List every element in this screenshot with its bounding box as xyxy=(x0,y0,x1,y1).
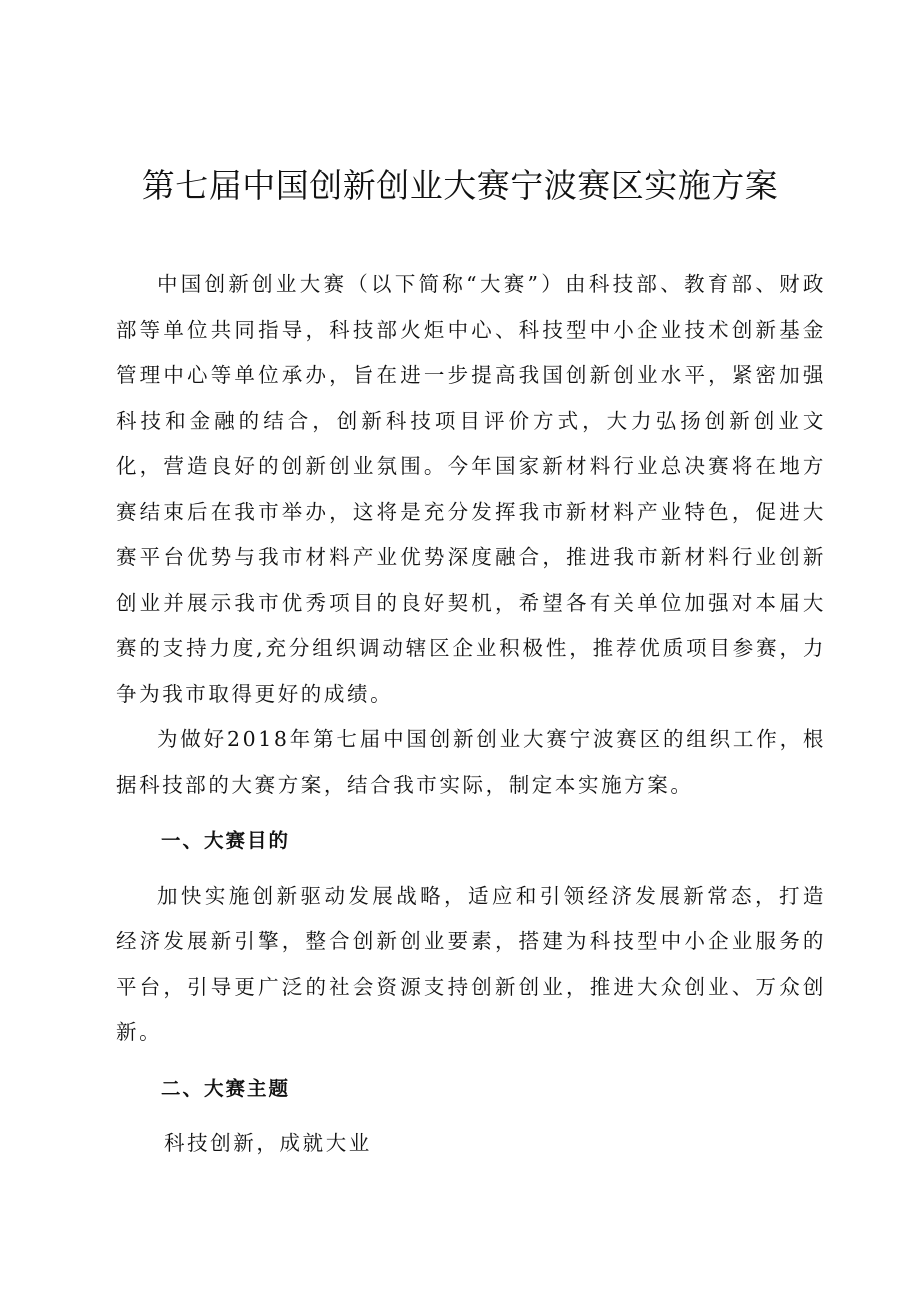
intro-paragraph: 中国创新创业大赛（以下简称“大赛”）由科技部、教育部、财政部等单位共同指导，科技部火炬中心、科技型中小企业技术创新基金管理中心等单位承办，旨在进一步提高我国创新创业水平，紧密加强科技和金融的结合，创新科技项目评价方式，大力弘扬创新创业文化，营造良好的创新创业氛围。今年国家新材料行业总决赛将在地方赛结束后在我市举办，这将是充分发挥我市新材料产业特色，促进大赛平台优势与我市材料产业优势深度融合，推进我市新材料行业创新创业并展示我市优秀项目的良好契机，希望各有关单位加强对本届大赛的支持力度,充分组织调动辖区企业积极性，推荐优质项目参赛，力争为我市取得更好的成绩。 xyxy=(116,272,826,706)
document-title: 第七届中国创新创业大赛宁波赛区实施方案 xyxy=(141,166,779,205)
purpose-paragraph: 为做好2018年第七届中国创新创业大赛宁波赛区的组织工作，根据科技部的大赛方案，结合我市实际，制定本实施方案。 xyxy=(116,727,826,797)
section-heading-theme: 二、大赛主题 xyxy=(161,1076,291,1100)
section-heading-goal: 一、大赛目的 xyxy=(161,829,291,852)
document-body xyxy=(116,262,826,1167)
section-text-goal: 加快实施创新驱动发展战略，适应和引领经济发展新常态，打造经济发展新引擎，整合创新创业要素，搭建为科技型中小企业服务的平台，引导更广泛的社会资源支持创新创业，推进大众创业、万众创新。 xyxy=(116,883,826,1044)
section-text-theme: 科技创新，成就大业 xyxy=(164,1131,372,1155)
